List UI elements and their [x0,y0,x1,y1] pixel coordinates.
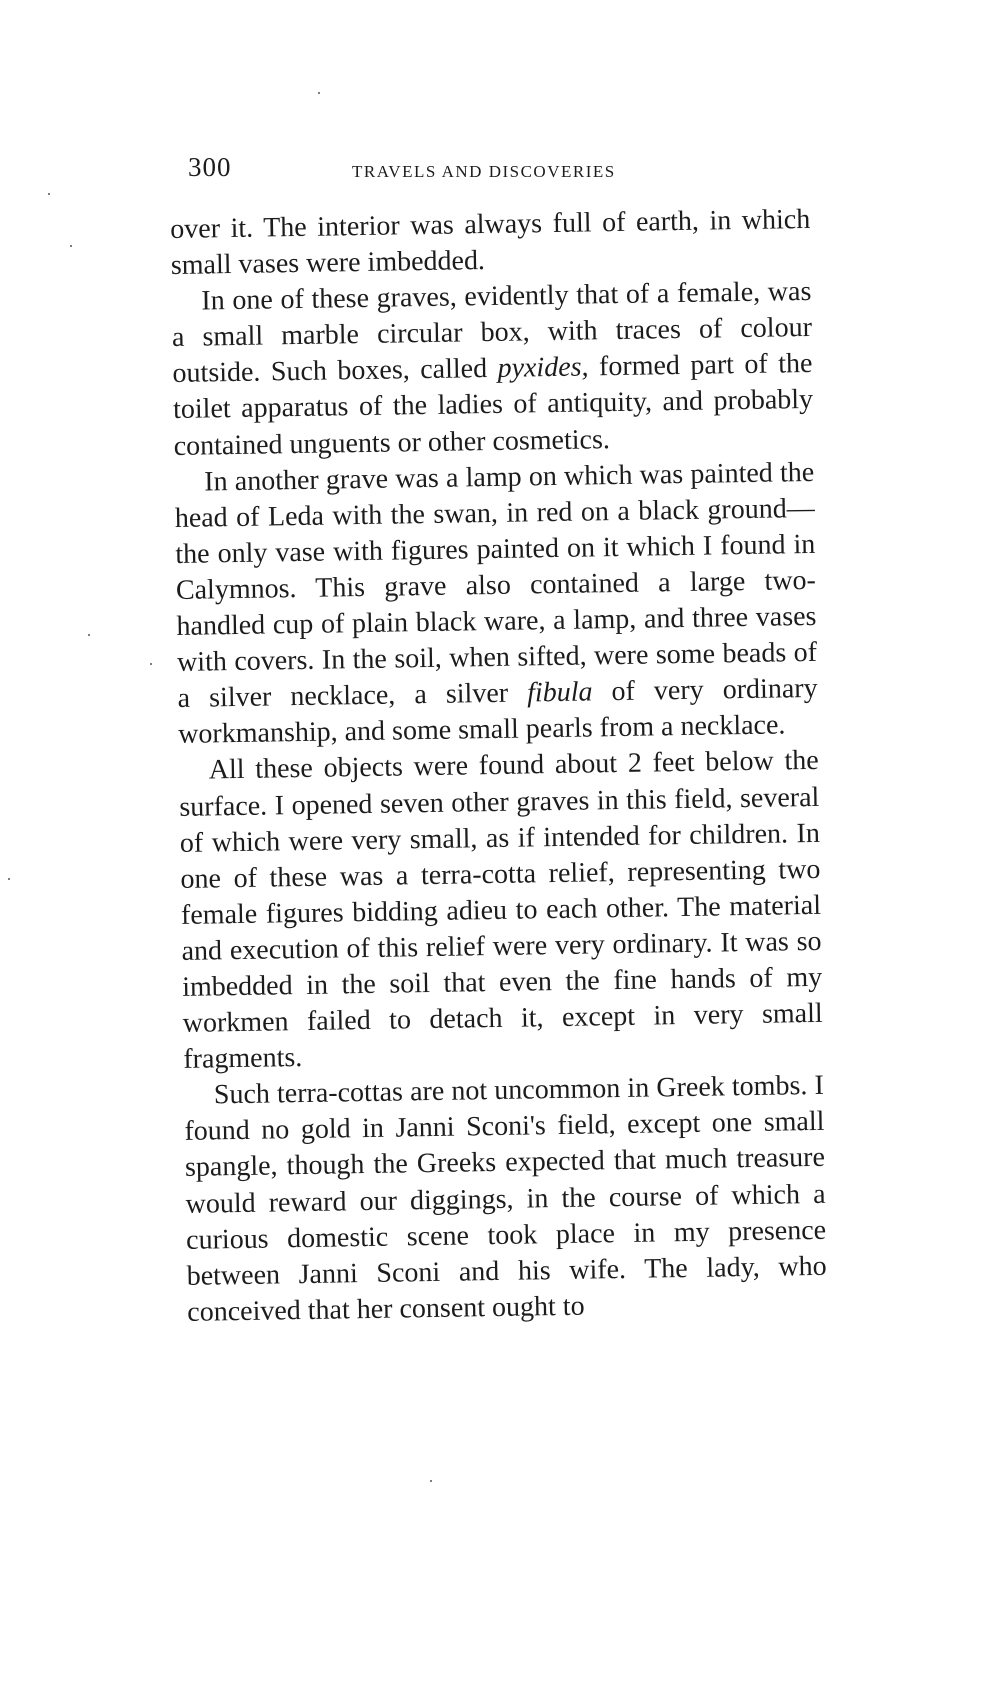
paragraph-2-text-start: In one of these graves, evidently that of a female, was a small marble circular box, with traces of colour outside. Such boxes, called [171,276,813,390]
paper-speck [70,245,72,247]
running-head: TRAVELS AND DISCOVERIES [352,162,616,181]
paragraph-2 [171,274,814,464]
paper-speck [8,878,10,880]
italic-term-pyxides: pyxides, [497,351,589,385]
paragraph-1: over it. The interior was always full of earth, in which small vases were imbedded. [170,203,811,282]
page-number: 300 [188,152,232,182]
page-header [188,152,668,188]
paragraph-5: Such terra-cottas are not uncommon in Greek tombs. I found no gold in Janni Sconi's field, except one small spangle, though the Greeks expected that much treasure would reward our diggings, in the course of which a curious domestic scene took place in my presence between Janni Sconi and his wife. The lady, who conceived that her consent ought to [184,1070,827,1328]
paper-speck [430,1480,432,1482]
body-text [170,202,827,1331]
paper-speck [48,193,50,195]
paragraph-3 [174,455,818,754]
paper-speck [318,92,320,94]
paragraph-4: All these objects were found about 2 feet below the surface. I opened seven other graves in this field, several of which were very small, as if intended for children. In one of these was a terra-cotta relief, representing two female figures bidding adieu to each other. The material and execution of this relief were very ordinary. It was so imbedded in the soil that even the fine hands of my workmen failed to detach it, except in very small fragments. [179,745,823,1076]
paragraph-2-text-end: formed part of the toilet apparatus of the ladies of antiquity, and probably contained unguents or other cosmetics. [172,348,814,462]
paragraph-3-text-end: of very ordinary workmanship, and some small pearls from a necklace. [177,673,818,751]
paper-speck [88,634,90,636]
italic-term-fibula: fibula [526,676,593,709]
paper-speck [150,663,152,665]
paragraph-3-text-start: In another grave was a lamp on which was painted the head of Leda with the swan, in red on a black ground—the only vase with figures painted on it which I found in Calymnos. This grave also contained a large two-handled cup of plain black ware, a lamp, and three vases with covers. In the soil, when sifted, were some beads of a silver necklace, a silver [174,456,818,715]
